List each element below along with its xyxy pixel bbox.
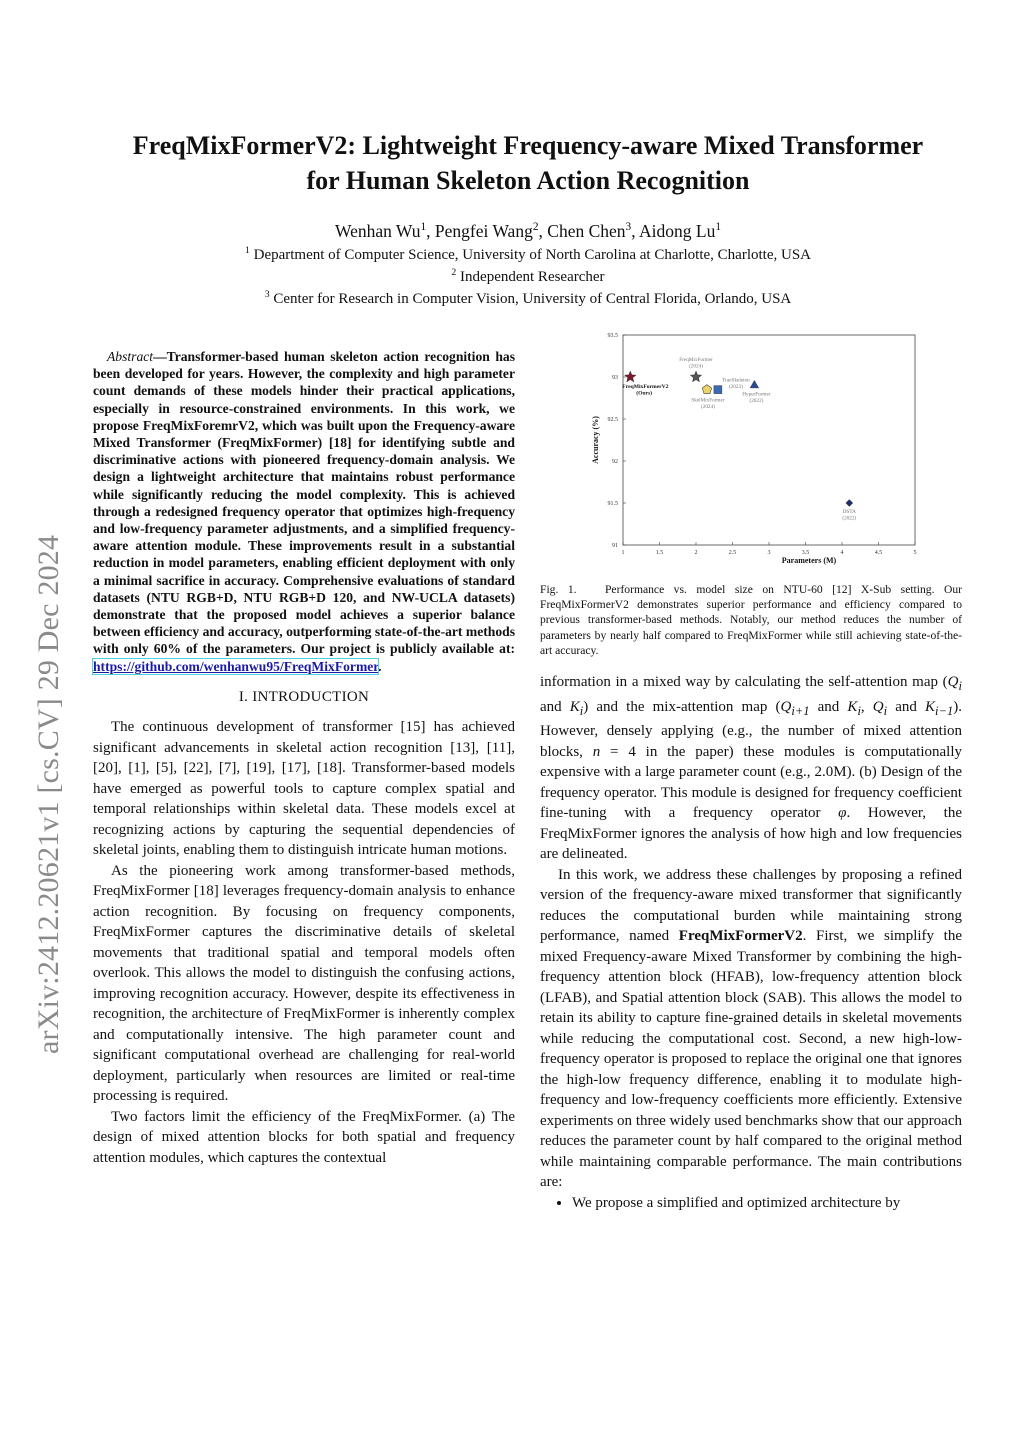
- freqmixformerv2-marker: [625, 371, 636, 382]
- x-tick-label: 2.5: [728, 550, 737, 556]
- point-year-label: (2022): [842, 515, 857, 522]
- point-label: SkelMixFormer: [691, 397, 725, 404]
- point-year-label: (Ours): [636, 390, 653, 397]
- right-paragraph-1: information in a mixed way by calculating the self-attention map ($Q_i$ and $K_i$) and the mix-attention map ($Q_{i+1}$ and $K_i$, $Q_i$ and $K_{i-1}$). However, densely applying (e.g., the number of mixed attention blocks, n = 4 in the paper) these modules is computationally expensive with a large parameter count (e.g., 2.0M). (b) Design of the frequency operator. This module is designed for frequency coefficient fine-tuning with a frequency operator φ. However, the FreqMixFormer ignores the analysis of how high and low frequencies are delineated.: [540, 674, 962, 862]
- project-link[interactable]: https://github.com/wenhanwu95/FreqMixFormer: [93, 658, 379, 674]
- x-tick-label: 3.5: [801, 550, 810, 556]
- point-year-label: (2022): [749, 397, 764, 404]
- right-column: [540, 672, 962, 1213]
- x-tick-label: 5: [913, 550, 917, 556]
- transkeleton-marker: [714, 386, 722, 394]
- figure-1-caption: [540, 582, 962, 658]
- author: Chen Chen$^3$,: [547, 221, 640, 241]
- abstract: Abstract—Transformer-based human skeleton action recognition has been developed for years. However, the complexity and high parameter count demands of these models hinder their practical applications, especially in resource-constrained environments. In this work, we propose FreqMixForemrV2, which was built upon the Frequency-aware Mixed Transformer (FreqMixFormer) [18] for identifying subtle and discriminative actions with pioneered frequency-domain analysis. We design a lightweight architecture that maintains robust performance while significantly reducing the model complexity. This is achieved through a redesigned frequency operator that optimizes high-frequency and low-frequency parameter adjustments, and a simplified frequency-aware attention module. These improvements result in a substantial reduction in model parameters, enabling efficient deployment with only a minimal sacrifice in accuracy. Comprehensive evaluations of standard datasets (NTU RGB+D, NTU RGB+D 120, and NW-UCLA datasets) demonstrate that the proposed model achieves a superior balance between efficiency and accuracy, outperforming state-of-the-art methods with only 60% of the parameters. Our project is publicly available at: https://github.com/wenhanwu95/FreqMixFormer.: [93, 349, 515, 674]
- x-tick-label: 3: [767, 550, 771, 556]
- point-year-label: (2024): [689, 363, 703, 370]
- skelmixformer-marker: [702, 385, 712, 394]
- intro-paragraph-3: Two factors limit the efficiency of the FreqMixFormer. (a) The design of mixed attention blocks for both spatial and frequency attention modules, which captures the contextual: [93, 1108, 515, 1166]
- author: Pengfei Wang$^2$,: [434, 221, 548, 241]
- x-tick-label: 2: [694, 550, 698, 556]
- y-tick-label: 91.5: [607, 501, 618, 507]
- arxiv-identifier: arXiv:2412.20621v1 [cs.CV] 29 Dec 2024: [32, 534, 65, 1054]
- x-tick-label: 4: [840, 550, 844, 556]
- point-label: DSTA: [842, 509, 856, 515]
- x-axis-label: Parameters (M): [781, 556, 837, 565]
- intro-paragraph-2: As the pioneering work among transformer-based methods, FreqMixFormer [18] leverages frequency-domain analysis to enhance action recognition. By focusing on frequency components, FreqMixFormer captures the discriminative details of skeletal movements that traditional spatial and temporal models often overlook. This allows the model to distinguish the confusing actions, improving recognition accuracy. However, despite its effectiveness in recognition, the architecture of FreqMixFormer is inherently complex and computationally intensive. The high parameter count and significant computational overhead are challenging for real-world deployment, particularly when resources are limited or real-time processing is required.: [93, 862, 515, 1105]
- point-label: FreqMixFormer: [679, 357, 713, 363]
- author: Wenhan Wu$^1$,: [334, 221, 435, 241]
- author-list: [80, 220, 976, 242]
- point-year-label: (2024): [701, 404, 715, 411]
- caption-label: Fig. 1.: [540, 583, 577, 596]
- figure-1-chart: [585, 330, 965, 570]
- author: Aidong Lu$^1$: [639, 221, 722, 241]
- abstract-text: Transformer-based human skeleton action recognition has been developed for years. However, the complexity and high parameter count demands of these models hinder their practical applications, especially in resource-constrained environments. In this work, we propose FreqMixForemrV2, which was built upon the Frequency-aware Mixed Transformer (FreqMixFormer) [18] for identifying subtle and discriminative actions with pioneered frequency-domain analysis. We design a lightweight architecture that maintains robust performance while significantly reducing the model complexity. This is achieved through a redesigned frequency operator that optimizes high-frequency and low-frequency parameter adjustments, and a simplified frequency-aware attention module. These improvements result in a substantial reduction in model parameters, enabling efficient deployment with only a minimal sacrifice in accuracy. Comprehensive evaluations of standard datasets (NTU RGB+D, NTU RGB+D 120, and NW-UCLA datasets) demonstrate that the proposed model achieves a superior balance between efficiency and accuracy, outperforming state-of-the-art methods with only 60% of the parameters. Our project is publicly available at:: [93, 349, 515, 657]
- point-label: FreqMixFormerV2: [622, 384, 669, 390]
- affiliation-1: $^1$ Department of Computer Science, University of North Carolina at Charlotte, Charlotte, USA: [245, 245, 811, 263]
- section-heading-introduction: I. INTRODUCTION: [238, 688, 370, 705]
- title-line-2: for Human Skeleton Action Recognition: [306, 166, 750, 195]
- caption-text: Performance vs. model size on NTU-60 [12] X-Sub setting. Our FreqMixFormerV2 demonstrates superior performance and efficiency compared to previous transformer-based methods. Notably, our method reduces the number of parameters by nearly half compared to FreqMixFormer while still achieving state-of-the-art accuracy.: [540, 583, 962, 657]
- point-label: HyperFormer: [742, 391, 771, 398]
- affiliations: [80, 244, 976, 310]
- hyperformer-marker: [750, 380, 759, 388]
- x-tick-label: 1.5: [655, 550, 664, 556]
- plot-frame: [623, 335, 915, 545]
- abstract-label: Abstract: [107, 349, 154, 364]
- intro-paragraph-1: The continuous development of transformer [15] has achieved significant advancements in skeletal action recognition [13], [11], [20], [1], [5], [22], [7], [19], [17], [18]. Transformer-based models have emerged as powerful tools to capture complex spatial and temporal relationships within skeletal data. These models excel at recognizing actions by capturing the sequential dependencies of skeletal joints, enabling them to distinguish intricate human motions.: [93, 719, 515, 859]
- y-tick-label: 91: [612, 543, 618, 549]
- scatter-plot: [585, 330, 965, 570]
- point-year-label: (2023): [728, 384, 743, 391]
- dsta-marker: [846, 500, 853, 507]
- x-tick-label: 1: [621, 550, 625, 556]
- y-axis-label: Accuracy (%): [591, 416, 600, 464]
- point-label: TranSkeleton: [722, 377, 750, 384]
- y-tick-label: 93.5: [607, 333, 618, 339]
- left-column: [93, 348, 515, 1168]
- freqmixformer-marker: [690, 371, 701, 382]
- affiliation-2: $^2$ Independent Researcher: [451, 267, 605, 285]
- right-paragraph-2: In this work, we address these challenges by proposing a refined version of the frequency-aware mixed transformer that significantly reduces the computational burden while maintaining strong performance, named FreqMixFormerV2. First, we simplify the mixed Frequency-aware Mixed Transformer by combining the high-frequency attention block (HFAB), low-frequency attention block (LFAB), and Spatial attention block (SAB). This allows the model to retain its ability to capture fine-grained details in skeletal movements while reducing the computational cost. Second, a new high-low-frequency operator is proposed to replace the original one that ignores the high-low frequency difference, enabling it to modulate high-frequency and low-frequency coefficients more efficiently. Extensive experiments on three widely used benchmarks show that our approach reduces the parameter count by half compared to the original method while maintaining comparable performance. The main contributions are:: [540, 866, 962, 1190]
- x-tick-label: 4.5: [874, 550, 883, 556]
- y-tick-label: 92: [612, 459, 618, 465]
- affiliation-3: $^3$ Center for Research in Computer Vision, University of Central Florida, Orlando, USA: [264, 289, 792, 307]
- contribution-item: • We propose a simplified and optimized architecture by: [572, 1193, 962, 1214]
- paper-title: [80, 128, 976, 198]
- contribution-list: [540, 1193, 962, 1214]
- y-tick-label: 93: [612, 375, 618, 381]
- title-line-1: FreqMixFormerV2: Lightweight Frequency-aware Mixed Transformer: [132, 131, 924, 160]
- y-tick-label: 92.5: [607, 417, 618, 423]
